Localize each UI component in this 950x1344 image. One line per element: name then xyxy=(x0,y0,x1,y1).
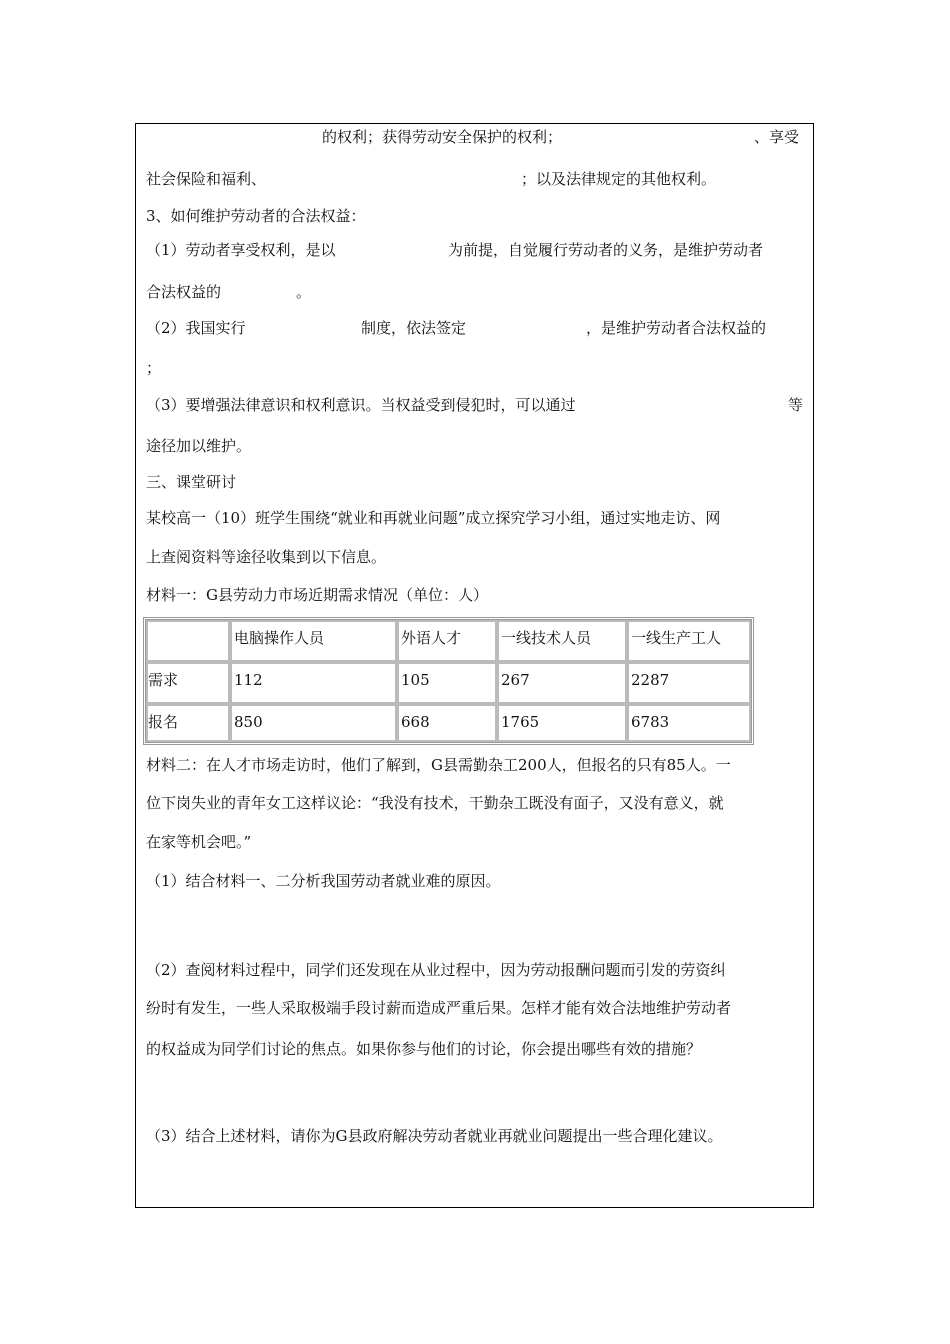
q3-heading: 3、如何维护劳动者的合法权益： xyxy=(146,207,366,225)
table-cell: 2287 xyxy=(627,662,751,704)
table-header-cell: 一线技术人员 xyxy=(497,620,627,662)
q3-3-b: 等 xyxy=(788,396,804,414)
task3: （3）结合上述材料，请你为G县政府解决劳动者就业再就业问题提出一些合理化建议。 xyxy=(146,1127,723,1145)
table-cell: 6783 xyxy=(627,704,751,742)
material1-title: 材料一：G县劳动力市场近期需求情况（单位：人） xyxy=(146,586,488,604)
intro-line1: 某校高一（10）班学生围绕“就业和再就业问题”成立探究学习小组，通过实地走访、网 xyxy=(146,509,721,527)
table-cell: 850 xyxy=(230,704,397,742)
table-cell: 1765 xyxy=(497,704,627,742)
table-header-cell: 一线生产工人 xyxy=(627,620,751,662)
table-header-cell: 外语人才 xyxy=(397,620,497,662)
demand-table xyxy=(143,617,754,745)
task1: （1）结合材料一、二分析我国劳动者就业难的原因。 xyxy=(146,872,501,890)
q3-1-a: （1）劳动者享受权利，是以 xyxy=(146,241,336,259)
rights-line1-a: 的权利；获得劳动安全保护的权利； xyxy=(322,128,563,146)
q3-3-a: （3）要增强法律意识和权利意识。当权益受到侵犯时，可以通过 xyxy=(146,396,576,414)
material2-line1: 材料二：在人才市场走访时，他们了解到，G县需勤杂工200人，但报名的只有85人。一 xyxy=(146,756,731,774)
q3-2-c: ，是维护劳动者合法权益的 xyxy=(586,319,767,337)
intro-line2: 上查阅资料等途径收集到以下信息。 xyxy=(146,548,387,566)
material2-line2: 位下岗失业的青年女工这样议论：“我没有技术，干勤杂工既没有面子，又没有意义，就 xyxy=(146,794,724,812)
table-cell: 105 xyxy=(397,662,497,704)
table-cell: 267 xyxy=(497,662,627,704)
q3-2-a: （2）我国实行 xyxy=(146,319,246,337)
rights-line1-b: 、享受 xyxy=(754,128,800,146)
section-heading: 三、课堂研讨 xyxy=(146,473,237,491)
rights-line2-a: 社会保险和福利、 xyxy=(146,170,267,188)
task2-line1: （2）查阅材料过程中，同学们还发现在从业过程中，因为劳动报酬问题而引发的劳资纠 xyxy=(146,961,726,979)
table-header-corner xyxy=(146,620,230,662)
table-cell: 668 xyxy=(397,704,497,742)
table-header-cell: 电脑操作人员 xyxy=(230,620,397,662)
task2-line3: 的权益成为同学们讨论的焦点。如果你参与他们的讨论，你会提出哪些有效的措施？ xyxy=(146,1040,702,1058)
task2-line2: 纷时有发生，一些人采取极端手段讨薪而造成严重后果。怎样才能有效合法地维护劳动者 xyxy=(146,999,732,1017)
material2-line3: 在家等机会吧。” xyxy=(146,833,252,851)
q3-3-c: 途径加以维护。 xyxy=(146,437,252,455)
table-row-label: 报名 xyxy=(146,704,230,742)
q3-2-b: 制度，依法签定 xyxy=(361,319,467,337)
q3-1-d: 。 xyxy=(296,283,312,301)
q3-1-b: 为前提，自觉履行劳动者的义务，是维护劳动者 xyxy=(448,241,764,259)
q3-2-d: ； xyxy=(146,359,162,377)
rights-line2-b: ；以及法律规定的其他权利。 xyxy=(521,170,717,188)
table-cell: 112 xyxy=(230,662,397,704)
q3-1-c: 合法权益的 xyxy=(146,283,222,301)
table-row-label: 需求 xyxy=(146,662,230,704)
